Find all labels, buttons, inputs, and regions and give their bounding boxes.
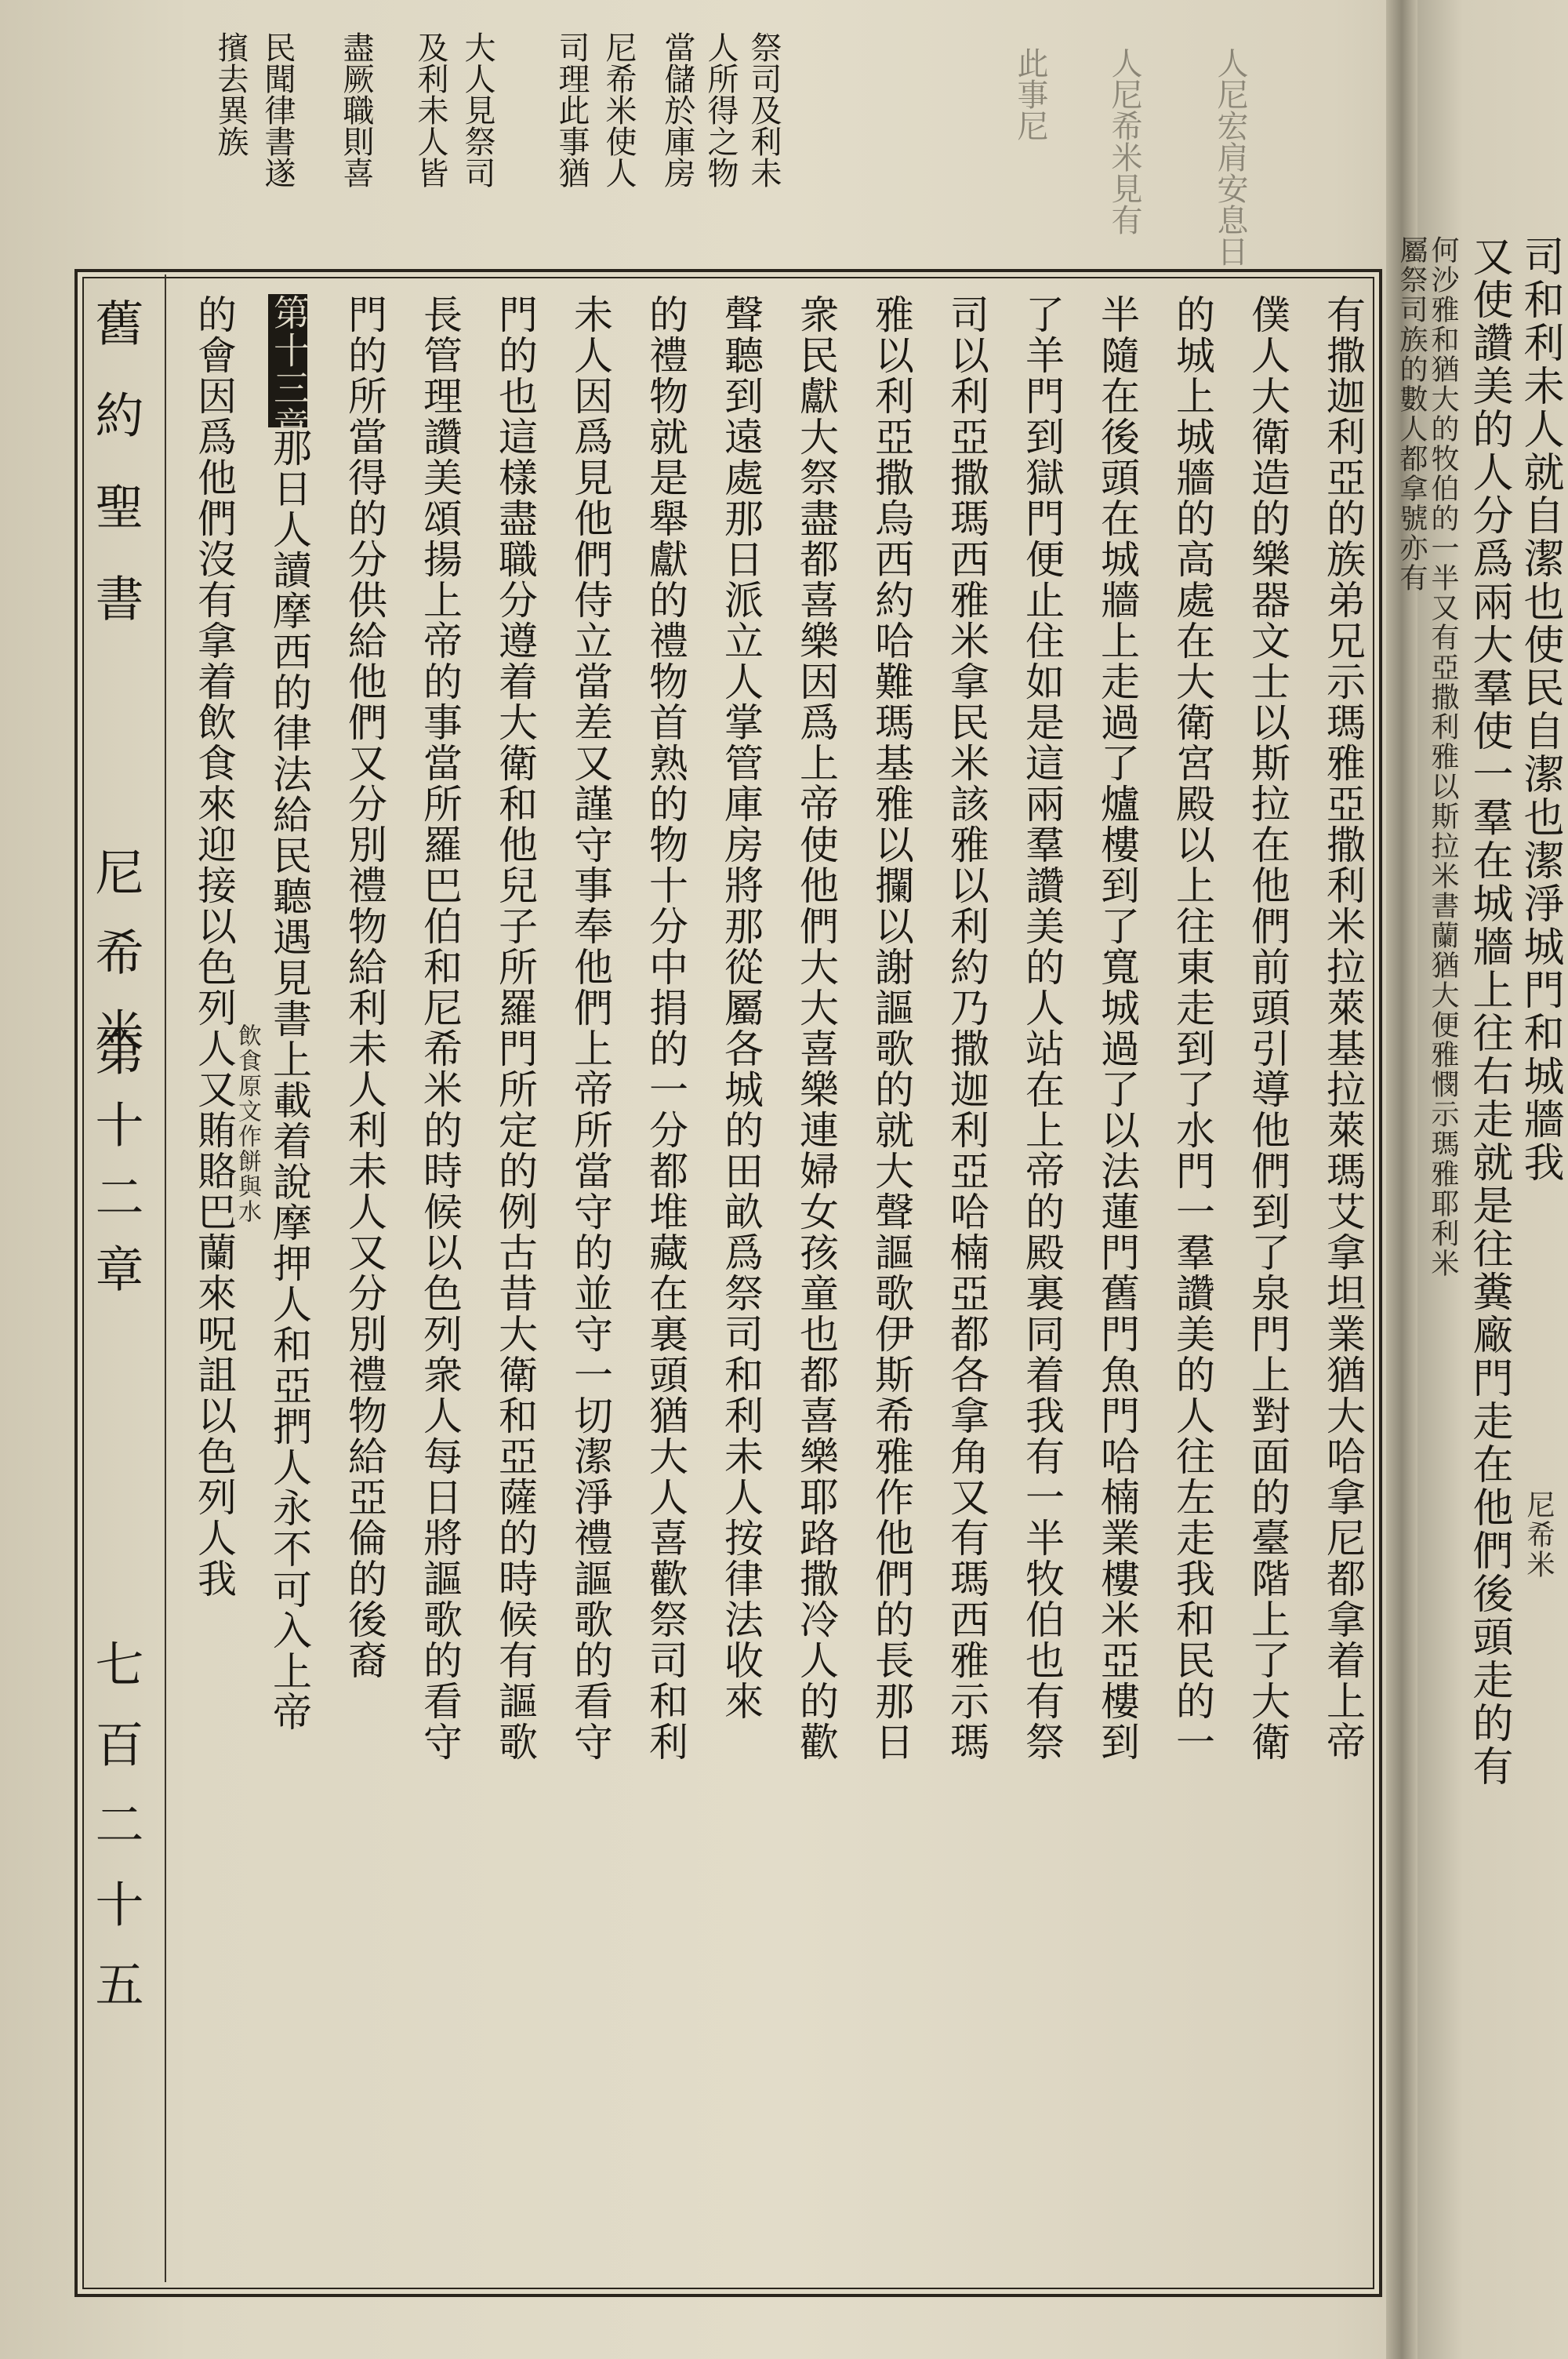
facing-text-column: 又使讚美的人分爲兩大羣使一羣在城牆上往右走就是往糞廠門走在他們後頭走的有: [1465, 235, 1512, 1788]
text-column: 衆民獻大祭盡都喜樂因爲上帝使他們大大喜樂連婦女孩童也都喜樂耶路撒冷人的歡: [793, 294, 839, 1762]
top-note-col: 人所得之物: [702, 31, 739, 188]
top-note-col: 當儲於庫房: [659, 31, 695, 188]
book-name: 尼希米: [87, 847, 144, 1087]
text-column: 門的也這樣盡職分遵着大衛和他兒子所羅門所定的例古昔大衛和亞薩的時候有謳歌: [492, 294, 538, 1762]
text-column: 的城上城牆的高處在大衛宮殿以上往東走到了水門一羣讚美的人往左走我和民的一: [1170, 294, 1215, 1762]
text-column: 雅以利亞撒烏西約哈難瑪基雅以攔以謝謳歌的就大聲謳歌伊斯希雅作他們的長那日: [869, 294, 914, 1762]
top-note-col: 及利未人皆: [412, 31, 448, 188]
text-column: 半隨在後頭在城牆上走過了爐樓到了寬城過了以法蓮門舊門魚門哈楠業樓米亞樓到: [1094, 294, 1140, 1762]
top-note-col: 尼希米使人: [601, 31, 637, 188]
text-column: 僕人大衛造的樂器文士以斯拉在他們前頭引導他們到了泉門上對面的臺階上了大衛: [1245, 294, 1290, 1762]
facing-text-column: 司和利未人就自潔也使民自潔也潔淨城門和城牆我: [1516, 235, 1563, 1184]
top-note-col: 祭司及利未: [746, 31, 782, 188]
text-column: 的會因爲他們沒有拿着飲食來迎接以色列人又賄賂巴蘭來呪詛以色列人我: [191, 294, 237, 1599]
text-column: 了羊門到獄門便止住如是這兩羣讚美的人站在上帝的殿裏同着我有一半牧伯也有祭: [1019, 294, 1065, 1762]
show-through-text: 此事尼: [1012, 47, 1048, 141]
text-column: 長管理讚美頌揚上帝的事當所羅巴伯和尼希米的時候以色列衆人每日將謳歌的看守: [417, 294, 463, 1762]
text-column: 的禮物就是舉獻的禮物首熟的物十分中捐的一分都堆藏在裏頭猶大人喜歡祭司和利: [643, 294, 688, 1762]
inline-note: 飲食原文作餅與水: [234, 1023, 261, 1224]
header-column-rule: [165, 274, 166, 2282]
top-note-col: 盡厥職則喜: [338, 31, 374, 188]
chapter-label: 第十二章: [87, 1027, 144, 1316]
show-through-text: 人尼宏肩安息日: [1212, 47, 1248, 267]
text-run: 那日人讀摩西的律法給民聽遇見書上載着說摩押人和亞捫人永不可入上帝: [267, 427, 312, 1732]
top-note-col: 大人見祭司: [459, 31, 495, 188]
facing-text-column: 屬祭司族的數人都拿號亦有: [1396, 235, 1428, 593]
chapter-badge: 第十三章: [268, 294, 310, 445]
top-note-col: 擯去異族: [212, 31, 249, 157]
text-column: [263, 294, 312, 2278]
page-number: 七百二十五: [87, 1639, 144, 2039]
text-column: 有撒迦利亞的族弟兄示瑪雅亞撒利米拉萊基拉萊瑪艾拿坦業猶大哈拿尼都拿着上帝: [1320, 294, 1366, 1762]
book-title: 舊約聖書: [87, 298, 144, 665]
top-note-col: 司理此事猶: [554, 31, 590, 188]
text-column: 門的所當得的分供給他們又分別禮物給利未人利未人又分別禮物給亞倫的後裔: [342, 294, 387, 1681]
facing-text-column: 何沙雅和猶大的牧伯的一半又有亞撒利雅以斯拉米書蘭猶大便雅憫示瑪雅耶利米: [1427, 235, 1459, 1278]
top-note-col: 民聞律書遂: [260, 31, 296, 188]
facing-margin-label: 尼希米: [1523, 1490, 1555, 1579]
text-column: 聲聽到遠處那日派立人掌管庫房將那從屬各城的田畝爲祭司和利未人按律法收來: [718, 294, 764, 1721]
text-column: 司以利亞撒瑪西雅米拿民米該雅以利約乃撒迦利亞哈楠亞都各拿角又有瑪西雅示瑪: [944, 294, 989, 1762]
show-through-text: 人尼希米見有: [1106, 47, 1142, 235]
text-column: 未人因爲見他們侍立當差又謹守事奉他們上帝所當守的並守一切潔淨禮謳歌的看守: [568, 294, 613, 1762]
